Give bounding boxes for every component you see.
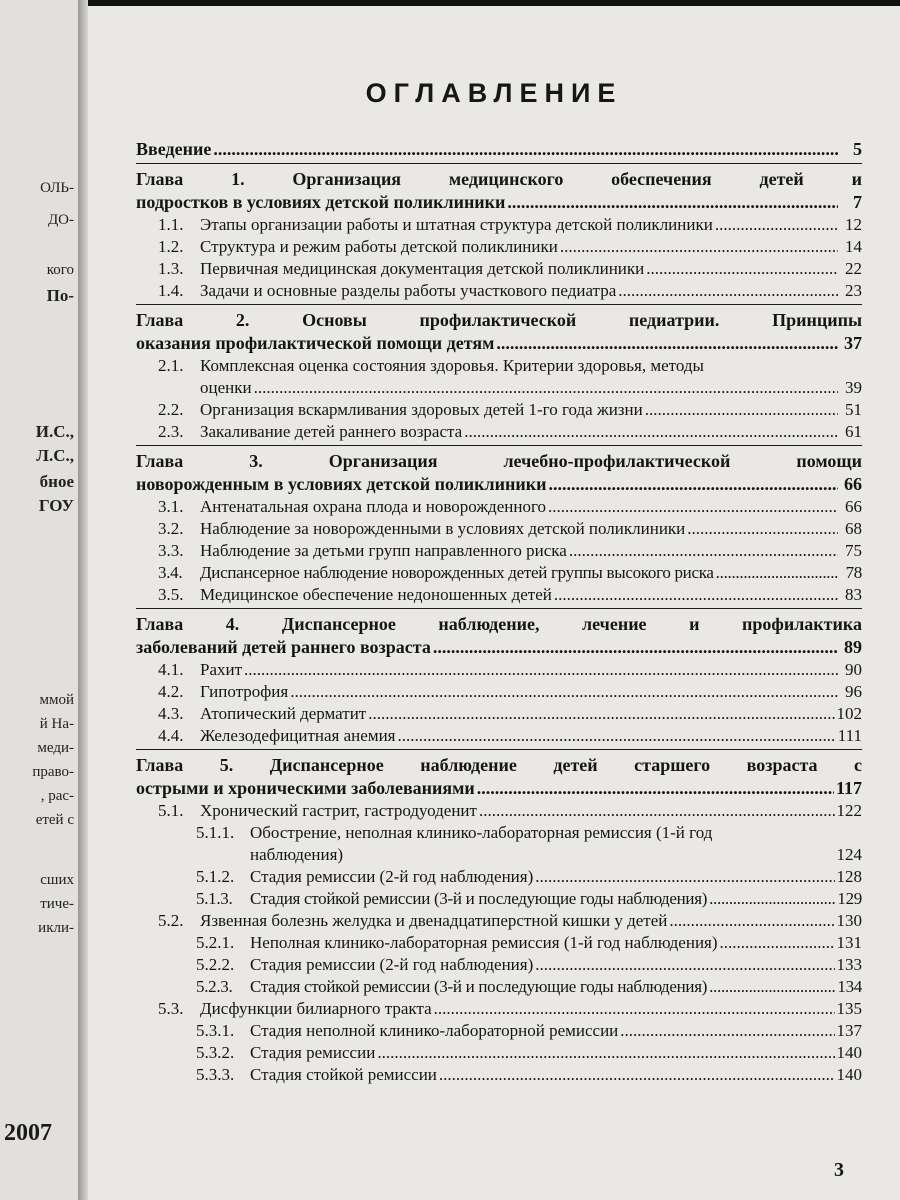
page-ref: 124 bbox=[836, 845, 862, 864]
chapter-1-title: Глава 1. Организация медицинского обеспечения детей и bbox=[136, 169, 862, 189]
page-ref: 89 bbox=[844, 637, 862, 657]
toc-entry: 5.2. Язвенная болезнь желудка и двенадцатиперстной кишки у детей ..... 130 bbox=[136, 910, 862, 932]
toc-intro: Введение ..... 5 bbox=[136, 138, 862, 161]
page-ref: 75 bbox=[845, 541, 862, 560]
left-page-year: 2007 bbox=[4, 1120, 52, 1146]
page-ref: 140 bbox=[836, 1065, 862, 1084]
chapter-1-title-end: подростков в условиях детской поликлиники ..... 7 bbox=[136, 191, 862, 214]
page-ref: 78 bbox=[845, 563, 862, 582]
toc-entry: 4.4. Железодефицитная анемия ..... 111 bbox=[136, 725, 862, 747]
divider bbox=[136, 163, 862, 164]
toc-entry: 5.3. Дисфункции билиарного тракта ..... 135 bbox=[136, 998, 862, 1020]
chapter-2-title-end: оказания профилактической помощи детям ..... 37 bbox=[136, 332, 862, 355]
left-fragment: етей с bbox=[35, 812, 74, 828]
chapter-4-title-end: заболеваний детей раннего возраста ..... 89 bbox=[136, 636, 862, 659]
toc-subentry: 5.1.3. Стадия стойкой ремиссии (3-й и последующие годы наблюдения) ..... 129 bbox=[136, 888, 862, 910]
toc-subentry: 5.3.2. Стадия ремиссии ..... 140 bbox=[136, 1042, 862, 1064]
left-fragment: сших bbox=[40, 872, 74, 888]
toc-entry: 3.4. Диспансерное наблюдение новорожденных детей группы высокого риска ..... 78 bbox=[136, 562, 862, 584]
page-ref: 51 bbox=[845, 400, 862, 419]
left-fragment: икли- bbox=[38, 920, 74, 936]
left-fragment: й На- bbox=[39, 716, 74, 732]
page-ref: 68 bbox=[845, 519, 862, 538]
left-fragment: И.С., bbox=[35, 422, 74, 441]
left-fragment: Л.С., bbox=[36, 446, 74, 465]
page-ref: 130 bbox=[836, 911, 862, 930]
page-ref: 5 bbox=[853, 139, 862, 159]
left-fragment: ГОУ bbox=[38, 496, 74, 515]
toc-entry: 1.1. Этапы организации работы и штатная структура детской поликлиники ..... 12 bbox=[136, 214, 862, 236]
page-ref: 133 bbox=[836, 955, 862, 974]
chapter-4-title: Глава 4. Диспансерное наблюдение, лечение и профилактика bbox=[136, 614, 862, 634]
divider bbox=[136, 445, 862, 446]
chapter-3-title: Глава 3. Организация лечебно-профилактической помощи bbox=[136, 451, 862, 471]
book-gutter bbox=[78, 0, 88, 1200]
page-ref: 22 bbox=[845, 259, 862, 278]
left-fragment: ммой bbox=[39, 692, 74, 708]
page-ref: 14 bbox=[845, 237, 862, 256]
page-ref: 134 bbox=[837, 977, 862, 996]
toc-entry-continuation: оценки ..... 39 bbox=[136, 377, 862, 399]
page-ref: 96 bbox=[845, 682, 862, 701]
left-fragment: тиче- bbox=[40, 896, 74, 912]
toc-entry: 2.3. Закаливание детей раннего возраста ..... 61 bbox=[136, 421, 862, 443]
toc-entry: 2.2. Организация вскармливания здоровых детей 1-го года жизни ..... 51 bbox=[136, 399, 862, 421]
toc-entry: 4.2. Гипотрофия ..... 96 bbox=[136, 681, 862, 703]
toc-entry: 3.1. Антенатальная охрана плода и новорожденного ..... 66 bbox=[136, 496, 862, 518]
toc-subentry: 5.2.2. Стадия ремиссии (2-й год наблюдения) ..... 133 bbox=[136, 954, 862, 976]
chapter-2-title: Глава 2. Основы профилактической педиатрии. Принципы bbox=[136, 310, 862, 330]
page-ref: 66 bbox=[845, 497, 862, 516]
divider bbox=[136, 749, 862, 750]
page-ref: 102 bbox=[836, 704, 862, 723]
toc-entry-continuation: наблюдения) 124 bbox=[250, 845, 862, 864]
page-ref: 111 bbox=[837, 726, 862, 745]
page-ref: 83 bbox=[845, 585, 862, 604]
chapter-5-title: Глава 5. Диспансерное наблюдение детей старшего возраста с bbox=[136, 755, 862, 775]
contents-page bbox=[88, 6, 900, 1200]
page-ref: 135 bbox=[836, 999, 862, 1018]
divider bbox=[136, 304, 862, 305]
page-ref: 117 bbox=[835, 778, 862, 798]
page-ref: 137 bbox=[836, 1021, 862, 1040]
toc-entry: 4.1. Рахит ..... 90 bbox=[136, 659, 862, 681]
left-fragment: кого bbox=[46, 262, 74, 278]
chapter-3-title-end: новорожденным в условиях детской поликлиники ..... 66 bbox=[136, 473, 862, 496]
page-ref: 122 bbox=[836, 801, 862, 820]
left-fragment: ОЛЬ- bbox=[40, 180, 74, 196]
toc-subentry: 5.3.3. Стадия стойкой ремиссии ..... 140 bbox=[136, 1064, 862, 1086]
toc-entry: 1.4. Задачи и основные разделы работы участкового педиатра ..... 23 bbox=[136, 280, 862, 302]
left-fragment: бное bbox=[39, 472, 74, 491]
toc-subentry: 5.3.1. Стадия неполной клинико-лабораторной ремиссии ..... 137 bbox=[136, 1020, 862, 1042]
toc-entry: 5.1. Хронический гастрит, гастродуоденит ..... 122 bbox=[136, 800, 862, 822]
page-ref: 131 bbox=[836, 933, 862, 952]
page-ref: 66 bbox=[844, 474, 862, 494]
toc-entry: 1.3. Первичная медицинская документация детской поликлиники ..... 22 bbox=[136, 258, 862, 280]
page-ref: 61 bbox=[845, 422, 862, 441]
toc-subentry: 5.2.1. Неполная клинико-лабораторная ремиссия (1-й год наблюдения) ..... 131 bbox=[136, 932, 862, 954]
page-ref: 23 bbox=[845, 281, 862, 300]
toc-entry: 2.1. Комплексная оценка состояния здоровья. Критерии здоровья, методы bbox=[158, 356, 704, 375]
page-ref: 90 bbox=[845, 660, 862, 679]
page-ref: 39 bbox=[845, 378, 862, 397]
toc-subentry: 5.1.2. Стадия ремиссии (2-й год наблюдения) ..... 128 bbox=[136, 866, 862, 888]
toc-entry: 3.2. Наблюдение за новорожденными в условиях детской поликлиники ..... 68 bbox=[136, 518, 862, 540]
page-ref: 140 bbox=[836, 1043, 862, 1062]
toc-entry: 3.5. Медицинское обеспечение недоношенных детей ..... 83 bbox=[136, 584, 862, 606]
chapter-5-title-end: острыми и хроническими заболеваниями ..... 117 bbox=[136, 777, 862, 800]
toc-entry: 4.3. Атопический дерматит ..... 102 bbox=[136, 703, 862, 725]
toc-entry: 3.3. Наблюдение за детьми групп направленного риска ..... 75 bbox=[136, 540, 862, 562]
page-title: ОГЛАВЛЕНИЕ bbox=[365, 78, 623, 108]
toc-subentry: 5.2.3. Стадия стойкой ремиссии (3-й и последующие годы наблюдения) ..... 134 bbox=[136, 976, 862, 998]
left-page-edge bbox=[0, 0, 78, 1200]
left-fragment: По- bbox=[46, 286, 74, 305]
table-of-contents bbox=[136, 126, 862, 1086]
left-fragment: право- bbox=[32, 764, 74, 780]
left-fragment: , рас- bbox=[40, 788, 74, 804]
page-ref: 7 bbox=[853, 192, 862, 212]
page-ref: 129 bbox=[837, 889, 862, 908]
toc-subentry: 5.1.1. Обострение, неполная клинико-лабораторная ремиссия (1-й год bbox=[196, 823, 713, 842]
page-ref: 128 bbox=[836, 867, 862, 886]
page-number: 3 bbox=[834, 1159, 844, 1181]
left-fragment: меди- bbox=[37, 740, 74, 756]
page-ref: 12 bbox=[845, 215, 862, 234]
left-fragment: ДО- bbox=[47, 212, 74, 228]
page-ref: 37 bbox=[844, 333, 862, 353]
toc-entry: 1.2. Структура и режим работы детской поликлиники ..... 14 bbox=[136, 236, 862, 258]
divider bbox=[136, 608, 862, 609]
